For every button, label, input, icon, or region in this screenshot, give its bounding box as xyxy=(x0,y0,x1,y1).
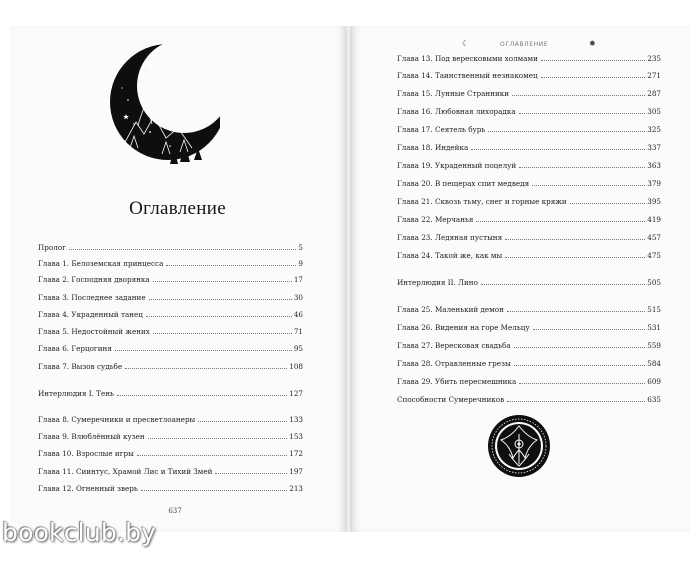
dot-leader xyxy=(125,368,287,369)
toc-entry-page: 108 xyxy=(289,362,303,371)
toc-entry-page: 235 xyxy=(647,54,661,63)
toc-entry-title: Глава 29. Убить пересмешника xyxy=(397,377,517,386)
dot-leader xyxy=(533,329,646,330)
toc-entry xyxy=(397,230,661,242)
toc-entry xyxy=(38,272,303,284)
toc-entry-title: Глава 7. Вызов судьбе xyxy=(38,362,123,371)
toc-entry-page: 505 xyxy=(647,278,661,287)
toc-entry-title: Глава 1. Белоземская принцесса xyxy=(38,259,164,268)
toc-entry xyxy=(397,122,661,134)
ornamental-emblem-icon xyxy=(487,414,551,478)
toc-entry-title: Глава 24. Такой же, как мы xyxy=(397,251,503,260)
toc-entry xyxy=(397,194,661,206)
dot-leader xyxy=(519,383,645,384)
toc-entry xyxy=(38,341,303,353)
dot-leader xyxy=(471,149,645,150)
dot-leader xyxy=(476,221,645,222)
toc-entry xyxy=(38,359,303,371)
dot-leader xyxy=(137,455,287,456)
toc-entry xyxy=(397,320,661,332)
dot-leader xyxy=(541,77,646,78)
toc-entry-title: Глава 10. Взрослые игры xyxy=(38,449,134,458)
toc-entry-title: Глава 22. Мерчанья xyxy=(397,215,474,224)
toc-entry-title: Глава 14. Таинственный незнакомец xyxy=(397,71,538,80)
toc-entry-page: 379 xyxy=(647,179,661,188)
toc-entry-title: Глава 9. Влюблённый кузен xyxy=(38,432,145,441)
toc-entry-title: Интерлюдия I. Тень xyxy=(38,389,114,398)
toc-entry-title: Глава 25. Маленький демон xyxy=(397,305,504,314)
dot-leader xyxy=(148,438,288,439)
toc-entry xyxy=(38,290,303,302)
toc-entry-page: 153 xyxy=(289,432,303,441)
toc-entry-title: Способности Сумеречников xyxy=(397,395,505,404)
toc-entry-page: 17 xyxy=(293,275,303,284)
dot-leader xyxy=(69,249,297,250)
toc-entry xyxy=(38,324,303,336)
dot-leader xyxy=(541,60,645,61)
toc-entry xyxy=(397,51,661,63)
toc-entry-page: 475 xyxy=(647,251,661,260)
toc-entry-title: Глава 5. Недостойный жених xyxy=(38,327,150,336)
toc-entry xyxy=(397,302,661,314)
toc-entry-title: Глава 16. Любовная лихорадка xyxy=(397,107,516,116)
toc-entry-page: 337 xyxy=(647,143,661,152)
toc-entry-page: 71 xyxy=(293,327,303,336)
running-head xyxy=(452,40,602,50)
toc-entry xyxy=(397,374,661,386)
toc-entry xyxy=(397,86,661,98)
toc-entry xyxy=(38,446,303,458)
toc-entry-page: 515 xyxy=(647,305,661,314)
toc-entry-page: 172 xyxy=(289,449,303,458)
dot-leader xyxy=(141,490,288,491)
toc-entry-title: Глава 11. Сиинтус, Храмой Лис и Тихий Змей xyxy=(38,467,213,476)
dot-leader xyxy=(519,113,646,114)
toc-entry-title: Глава 8. Сумеречники и пресветлоанеры xyxy=(38,415,196,424)
toc-entry-page: 46 xyxy=(293,310,303,319)
toc-entry-page: 457 xyxy=(647,233,661,242)
toc-entry-title: Глава 15. Лунные Странники xyxy=(397,89,510,98)
dot-leader xyxy=(505,239,645,240)
toc-entry-page: 609 xyxy=(647,377,661,386)
dot-leader xyxy=(153,333,292,334)
dot-leader xyxy=(512,95,645,96)
toc-entry-title: Глава 20. В пещерах спит медведя xyxy=(397,179,530,188)
toc-entry xyxy=(397,275,661,287)
toc-entry xyxy=(38,412,303,424)
toc-entry-page: 584 xyxy=(647,359,661,368)
dot-leader xyxy=(198,421,287,422)
toc-entry-title: Глава 27. Вересковая свадьба xyxy=(397,341,511,350)
toc-entry-title: Глава 13. Под вересковыми холмами xyxy=(397,54,538,63)
dot-leader xyxy=(115,350,292,351)
toc-entry xyxy=(38,307,303,319)
dot-leader xyxy=(507,401,645,402)
toc-entry-page: 635 xyxy=(647,395,661,404)
dot-leader xyxy=(514,365,646,366)
toc-entry-page: 363 xyxy=(647,161,661,170)
page-number: 637 xyxy=(168,507,182,515)
toc-entry-page: 133 xyxy=(289,415,303,424)
toc-entry-title: Глава 2. Господняя дворянка xyxy=(38,275,150,284)
toc-entry-title: Глава 18. Индейка xyxy=(397,143,469,152)
toc-entry-title: Глава 28. Отравленные грезы xyxy=(397,359,511,368)
crescent-moon-illustration xyxy=(110,36,220,166)
toc-entry xyxy=(397,338,661,350)
toc-entry xyxy=(397,104,661,116)
toc-entry-title: Глава 23. Ледяная пустыня xyxy=(397,233,503,242)
toc-entry xyxy=(397,68,661,80)
dot-leader xyxy=(514,347,646,348)
toc-entry xyxy=(38,256,303,268)
dot-leader xyxy=(507,311,645,312)
toc-entry-page: 305 xyxy=(647,107,661,116)
toc-entry xyxy=(397,158,661,170)
toc-entry-title: Глава 4. Украденный танец xyxy=(38,310,143,319)
dot-leader xyxy=(166,265,296,266)
toc-entry-page: 531 xyxy=(647,323,661,332)
toc-entry-title: Глава 3. Последнее задание xyxy=(38,293,146,302)
toc-entry-page: 395 xyxy=(647,197,661,206)
toc-entry-page: 419 xyxy=(647,215,661,224)
toc-entry xyxy=(38,464,303,476)
toc-entry-title: Пролог xyxy=(38,243,66,252)
toc-entry-page: 197 xyxy=(289,467,303,476)
toc-entry-page: 30 xyxy=(293,293,303,302)
toc-entry-title: Интерлюдия II. Лино xyxy=(397,278,478,287)
toc-entry-title: Глава 17. Сеятель бурь xyxy=(397,125,486,134)
dot-leader xyxy=(519,167,645,168)
toc-entry xyxy=(397,176,661,188)
toc-entry-title: Глава 26. Видения на горе Мельцу xyxy=(397,323,530,332)
toc-entry-page: 559 xyxy=(647,341,661,350)
dot-leader xyxy=(117,395,287,396)
dot-leader xyxy=(570,203,646,204)
dot-leader xyxy=(149,299,292,300)
toc-entry-title: Глава 6. Герцогиня xyxy=(38,344,112,353)
dot-leader xyxy=(215,473,287,474)
moon-glyph-icon: ☾ xyxy=(462,39,470,48)
watermark-text: bookclub.by xyxy=(2,518,157,547)
toc-entry-page: 127 xyxy=(289,389,303,398)
toc-entry-page: 213 xyxy=(289,484,303,493)
toc-entry-page: 287 xyxy=(647,89,661,98)
toc-entry xyxy=(38,429,303,441)
toc-entry-title: Глава 12. Огненный зверь xyxy=(38,484,138,493)
toc-entry-page: 271 xyxy=(647,71,661,80)
book-gutter xyxy=(345,26,352,532)
running-head-title: ОГЛАВЛЕНИЕ xyxy=(500,41,549,48)
toc-entry xyxy=(397,356,661,368)
toc-entry xyxy=(38,240,303,252)
toc-entry-page: 95 xyxy=(293,344,303,353)
toc-entry xyxy=(397,212,661,224)
toc-entry-title: Глава 21. Сквозь тьму, снег и горные кряжи xyxy=(397,197,567,206)
toc-entry-page: 325 xyxy=(647,125,661,134)
toc-entry-page: 9 xyxy=(298,259,303,268)
dot-leader xyxy=(488,131,645,132)
dot-leader xyxy=(505,257,645,258)
dot-leader xyxy=(146,316,292,317)
dot-leader xyxy=(153,281,292,282)
toc-entry xyxy=(397,392,661,404)
toc-entry-page: 5 xyxy=(298,243,303,252)
toc-entry xyxy=(38,386,303,398)
dot-leader xyxy=(481,284,645,285)
toc-entry-title: Глава 19. Украденный поцелуй xyxy=(397,161,517,170)
toc-title: Оглавление xyxy=(129,198,226,219)
dot-leader xyxy=(532,185,645,186)
toc-entry xyxy=(397,248,661,260)
star-glyph-icon: ✹ xyxy=(589,39,596,48)
toc-entry xyxy=(397,140,661,152)
toc-entry xyxy=(38,481,303,493)
